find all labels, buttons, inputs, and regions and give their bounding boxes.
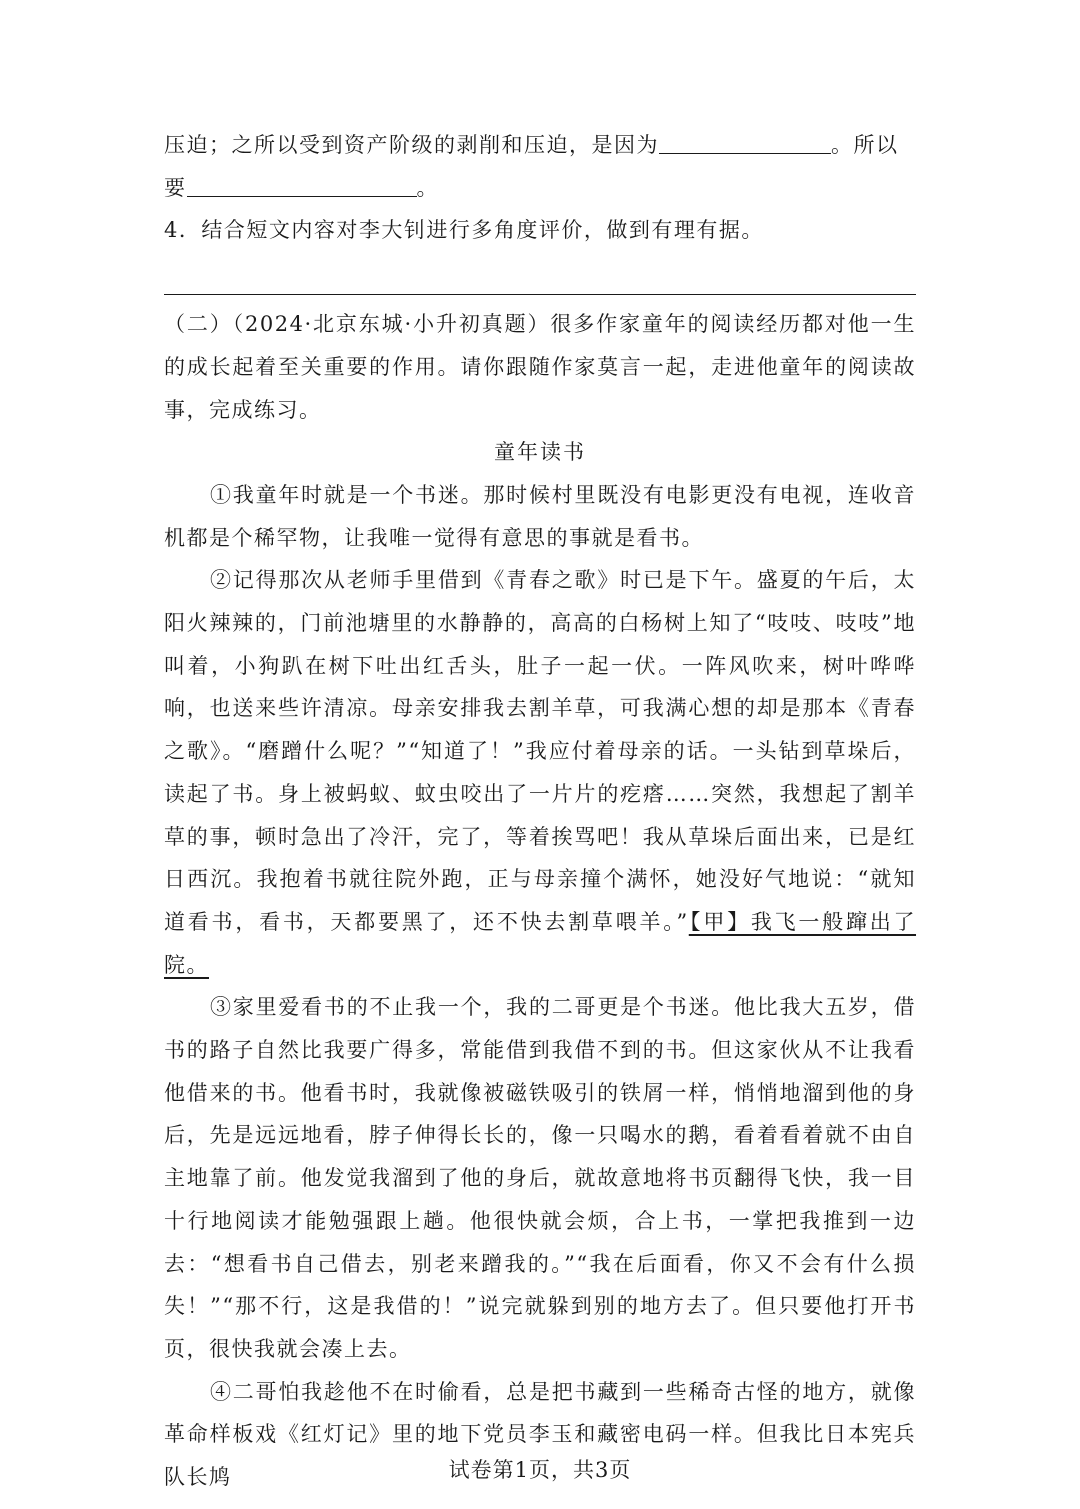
q3-text-before-blank-1: 压迫；之所以受到资产阶级的剥削和压迫，是因为 — [164, 133, 659, 157]
answer-line-q4[interactable] — [164, 252, 916, 295]
article-title: 童年读书 — [494, 440, 586, 465]
q3-text-before-blank-2: 要 — [164, 175, 187, 200]
paragraph-1: ①我童年时就是一个书迷。那时候村里既没有电影更没有电视，连收音机都是个稀罕物，让我唯一觉得有意思的事就是看书。 — [164, 482, 916, 550]
q3-text-after-blank-2: 。 — [416, 175, 439, 200]
paragraph-2-text: ②记得那次从老师手里借到《青春之歌》时已是下午。盛夏的午后，太阳火辣辣的，门前池塘里的水静静的，高高的白杨树上知了“吱吱、吱吱”地叫着，小狗趴在树下吐出红舌头，肚子一起一伏。一阵风吹来，树叶哗哗响，也送来些许清凉。母亲安排我去割羊草，可我满心想的却是那本《青春之歌》。“磨蹭什么呢？”“知道了！”我应付着母亲的话。一头钻到草垛后，读起了书。身上被蚂蚁、蚊虫咬出了一片片的疙瘩……突然，我想起了割羊草的事，顿时急出了冷汗，完了，等着挨骂吧！我从草垛后面出来，已是红日西沉。我抱着书就往院外跑，正与母亲撞个满怀，她没好气地说：“就知道看书，看书，天都要黑了，还不快去割草喂羊。” — [164, 568, 916, 934]
question-4: 4．结合短文内容对李大钊进行多角度评价，做到有理有据。 — [164, 218, 764, 243]
page-footer: 试卷第1页，共3页 — [448, 1458, 632, 1482]
underlined-sentence-jia: 【甲】我飞一般蹿出了院。 — [164, 909, 917, 977]
paragraph-3: ③家里爱看书的不止我一个，我的二哥更是个书迷。他比我大五岁，借书的路子自然比我要广得多，常能借到我借不到的书。但这家伙从不让我看他借来的书。他看书时，我就像被磁铁吸引的铁屑一样，悄悄地溜到他的身后，先是远远地看，脖子伸得长长的，像一只喝水的鹅，看着看着就不由自主地靠了前。他发觉我溜到了他的身后，就故意地将书页翻得飞快，我一目十行地阅读才能勉强跟上趟。他很快就会烦，合上书，一掌把我推到一边去：“想看书自己借去，别老来蹭我的。”“我在后面看，你又不会有什么损失！”“那不行，这是我借的！”说完就躲到别的地方去了。但只要他打开书页，很快我就会凑上去。 — [164, 995, 916, 1361]
page-content — [164, 124, 916, 1499]
question-3-continuation — [164, 124, 916, 209]
q3-text-after-blank-1: 。所以 — [831, 133, 899, 157]
answer-blank-2[interactable] — [187, 176, 417, 197]
paragraph-4: ④二哥怕我趁他不在时偷看，总是把书藏到一些稀奇古怪的地方，就像革命样板戏《红灯记》里的地下党员李玉和藏密电码一样。但我比日本宪兵队长鸠 — [164, 1379, 916, 1490]
section-2-intro: （二）（2024·北京东城·小升初真题）很多作家童年的阅读经历都对他一生的成长起着至关重要的作用。请你跟随作家莫言一起，走进他童年的阅读故事，完成练习。 — [164, 312, 916, 422]
paragraph-2 — [164, 559, 916, 986]
answer-blank-1[interactable] — [659, 133, 831, 154]
